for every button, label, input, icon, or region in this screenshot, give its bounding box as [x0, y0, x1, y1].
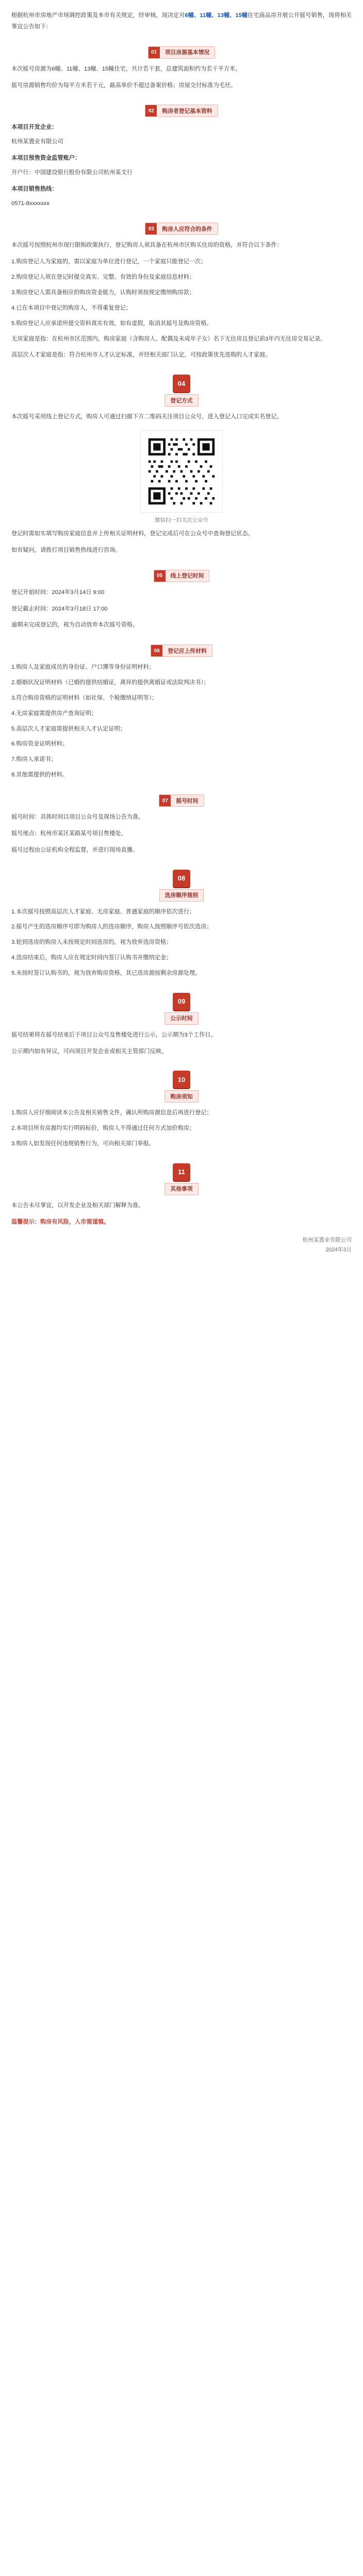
list-item: 1.本次摇号按照高层次人才家庭、无房家庭、普通家庭的顺序依次进行；	[11, 908, 195, 915]
section-title: 选房顺序规则	[159, 889, 204, 902]
section-number: 01	[148, 47, 160, 58]
section-number-badge: 11	[173, 1163, 190, 1181]
footer-company: 杭州某置业有限公司	[302, 1236, 352, 1243]
section-header-08	[11, 870, 352, 902]
list-item: 7.购房人承诺书；	[11, 756, 57, 763]
section-number-badge: 09	[173, 993, 190, 1010]
list-item: 5.购房登记人应承诺所提交资料真实有效，如有虚假，取消其摇号及购房资格。	[11, 320, 212, 327]
section11-paragraph-1: 本公告未尽事宜，以开发企业及相关部门解释为准。	[11, 1202, 144, 1209]
list-item: 3.购房人如发现任何违规销售行为，可向相关部门举报。	[11, 1141, 155, 1147]
section-number: 03	[145, 223, 157, 234]
section3-conditions-list	[11, 257, 352, 329]
intro-highlight: 6幢、11幢、13幢、15幢	[185, 12, 248, 19]
section-header-06	[11, 645, 352, 657]
list-item: 1.购房登记人为家庭的，需以家庭为单位进行登记，一个家庭只能登记一次；	[11, 259, 207, 265]
intro-text: 根据杭州市房地产市场调控政策及本市有关规定，经审核，现决定对	[11, 12, 185, 19]
list-item: 8.其他需提供的材料。	[11, 772, 69, 778]
qr-caption: 微信扫一扫关注公众号	[155, 518, 208, 524]
list-item: 3.符合购房资格的证明材料（如社保、个税缴纳证明等）；	[11, 694, 158, 701]
section-number: 07	[159, 795, 171, 806]
section-title: 购房人应符合的条件	[157, 223, 217, 234]
section-number-badge: 04	[173, 375, 190, 392]
section8-rules-list	[11, 907, 352, 979]
footer-date: 2024年3月	[325, 1246, 352, 1253]
section-title: 购房须知	[164, 1090, 198, 1103]
section9-paragraph-1: 摇号结果将在摇号结束后于项目公众号及售楼处进行公示，公示期为3个工作日。	[11, 1031, 217, 1038]
section5-note: 逾期未完成登记的，视为自动放弃本次摇号资格。	[11, 622, 139, 629]
section-number: 06	[151, 645, 162, 656]
section4-paragraph-2: 登记时需如实填写购房家庭信息并上传相关证明材料，登记完成后可在公众号中查询登记状态。	[11, 531, 254, 537]
section2-value-2: 开户行：中国建设银行股份有限公司杭州某支行	[11, 169, 133, 176]
list-item: 3.轮到选房的购房人未按规定时间选房的，视为放弃选房资格；	[11, 939, 172, 946]
section-title: 线上登记时间	[166, 570, 209, 582]
section-title: 项目房源基本情况	[160, 47, 214, 58]
footer-signature	[11, 1235, 352, 1255]
list-item: 1.购房人及家庭成员的身份证、户口簿等身份证明材料；	[11, 664, 155, 671]
article	[0, 0, 363, 1263]
section-number-badge: 10	[173, 1071, 190, 1088]
section4-paragraph-1: 本次摇号采用线上登记方式，购房人可通过扫描下方二维码关注项目公众号，进入登记入口完成实名登记。	[11, 414, 283, 420]
list-item: 5.未按时签订认购书的，视为放弃购房资格，其已选房源按剩余房源处理。	[11, 970, 201, 976]
section7-location: 摇号地点：杭州市某区某路某号项目售楼处。	[11, 830, 127, 837]
section7-time: 摇号时间：具体时间以项目公众号及现场公告为准。	[11, 814, 144, 820]
list-item: 6.购房资金证明材料；	[11, 741, 69, 748]
section-header-09	[11, 993, 352, 1025]
section-pill	[148, 46, 215, 59]
list-item: 4.无房家庭需提供房产查询证明；	[11, 710, 97, 717]
section-title: 公示时间	[164, 1012, 198, 1025]
section-header-01	[11, 46, 352, 59]
section-pill	[154, 570, 210, 582]
section7-supervision: 摇号过程由公证机构全程监督，并进行现场直播。	[11, 846, 139, 853]
section2-value-3: 0571-8xxxxxxx	[11, 200, 50, 207]
section-pill	[145, 223, 218, 235]
section-number: 05	[154, 570, 166, 582]
section-header-04	[11, 375, 352, 406]
section10-notice-list	[11, 1108, 352, 1150]
section-header-10	[11, 1071, 352, 1103]
section-title: 摇号时间	[171, 795, 203, 806]
section-header-02	[11, 105, 352, 117]
section3-paragraph-1: 本次摇号按照杭州市现行限购政策执行，登记购房人须具备在杭州市区购买住房的资格，并符合以下条件：	[11, 242, 283, 249]
list-item: 3.购房登记人需具备相应的购房资金能力，认购时须按规定缴纳购房款；	[11, 289, 195, 296]
list-item: 2.婚姻状况证明材料（已婚的提供结婚证，离异的提供离婚证或法院判决书）；	[11, 680, 210, 686]
section-header-11	[11, 1163, 352, 1195]
section2-heading-2: 本项目预售资金监管账户：	[11, 155, 81, 162]
list-item: 1.购房人应仔细阅读本公告及相关销售文件，确认所购房源信息后再进行登记；	[11, 1110, 212, 1116]
section-title: 购房者登记基本资料	[157, 105, 217, 116]
list-item: 2.购房登记人须在登记时提交真实、完整、有效的身份及家庭信息材料；	[11, 274, 195, 281]
section3-paragraph-8: 高层次人才家庭是指：符合杭州市人才认定标准，并经相关部门认定，可按政策优先选购的人才家庭。	[11, 352, 271, 359]
list-item: 4.已在本项目中登记的购房人，不得重复登记；	[11, 304, 132, 311]
section-title: 登记方式	[164, 394, 198, 406]
section5-end-time: 登记截止时间：2024年3月18日 17:00	[11, 605, 108, 612]
section-title: 登记应上传材料	[162, 645, 212, 656]
intro-paragraph	[11, 10, 352, 33]
section4-paragraph-3: 如有疑问，请拨打项目销售热线进行咨询。	[11, 547, 121, 553]
section-header-03	[11, 223, 352, 235]
section-title: 其他事项	[164, 1183, 198, 1195]
section2-value-1: 杭州某置业有限公司	[11, 139, 63, 145]
section5-start-time: 登记开始时间：2024年3月14日 9:00	[11, 589, 105, 596]
qr-code-icon	[146, 436, 217, 507]
section1-paragraph-2: 摇号房源销售均价为每平方米若干元，最高单价不超过备案价格；房屋交付标准为毛坯。	[11, 82, 237, 89]
section3-paragraph-7: 无房家庭是指：在杭州市区范围内，购房家庭（含购房人、配偶及未成年子女）名下无住房且登记前3年内无住房交易记录。	[11, 335, 326, 342]
list-item: 2.摇号产生的选房顺序号即为购房人的选房顺序，购房人按照顺序号依次选房；	[11, 924, 212, 930]
list-item: 5.高层次人才家庭需提供相关人才认定证明；	[11, 725, 126, 732]
section6-materials-list	[11, 662, 352, 781]
section-pill	[145, 105, 218, 117]
qr-code	[140, 430, 223, 513]
section11-warning: 温馨提示：购房有风险，入市需谨慎。	[11, 1218, 110, 1225]
section2-heading-3: 本项目销售热线：	[11, 185, 58, 192]
list-item: 2.本项目所有房源均实行明码标价，购房人不得通过任何方式加价购房；	[11, 1125, 195, 1132]
section-header-05	[11, 570, 352, 582]
section1-paragraph-1: 本次摇号房源为6幢、11幢、13幢、15幢住宅，共计若干套，总建筑面积约为若干平方米。	[11, 65, 241, 72]
section2-heading-1: 本项目开发企业：	[11, 124, 58, 131]
list-item: 4.选房结束后，购房人应在规定时间内签订认购书并缴纳定金；	[11, 955, 172, 961]
section9-paragraph-2: 公示期内如有异议，可向项目开发企业或相关主管部门反映。	[11, 1048, 168, 1055]
section-number: 02	[145, 105, 157, 116]
section-header-07	[11, 794, 352, 807]
section-number-badge: 08	[173, 870, 190, 887]
section-pill	[159, 794, 204, 807]
section-pill	[151, 645, 212, 657]
intro-text-2: 住宅商品房开展公开摇号销售，现将相关事宜公告如下：	[11, 12, 352, 30]
